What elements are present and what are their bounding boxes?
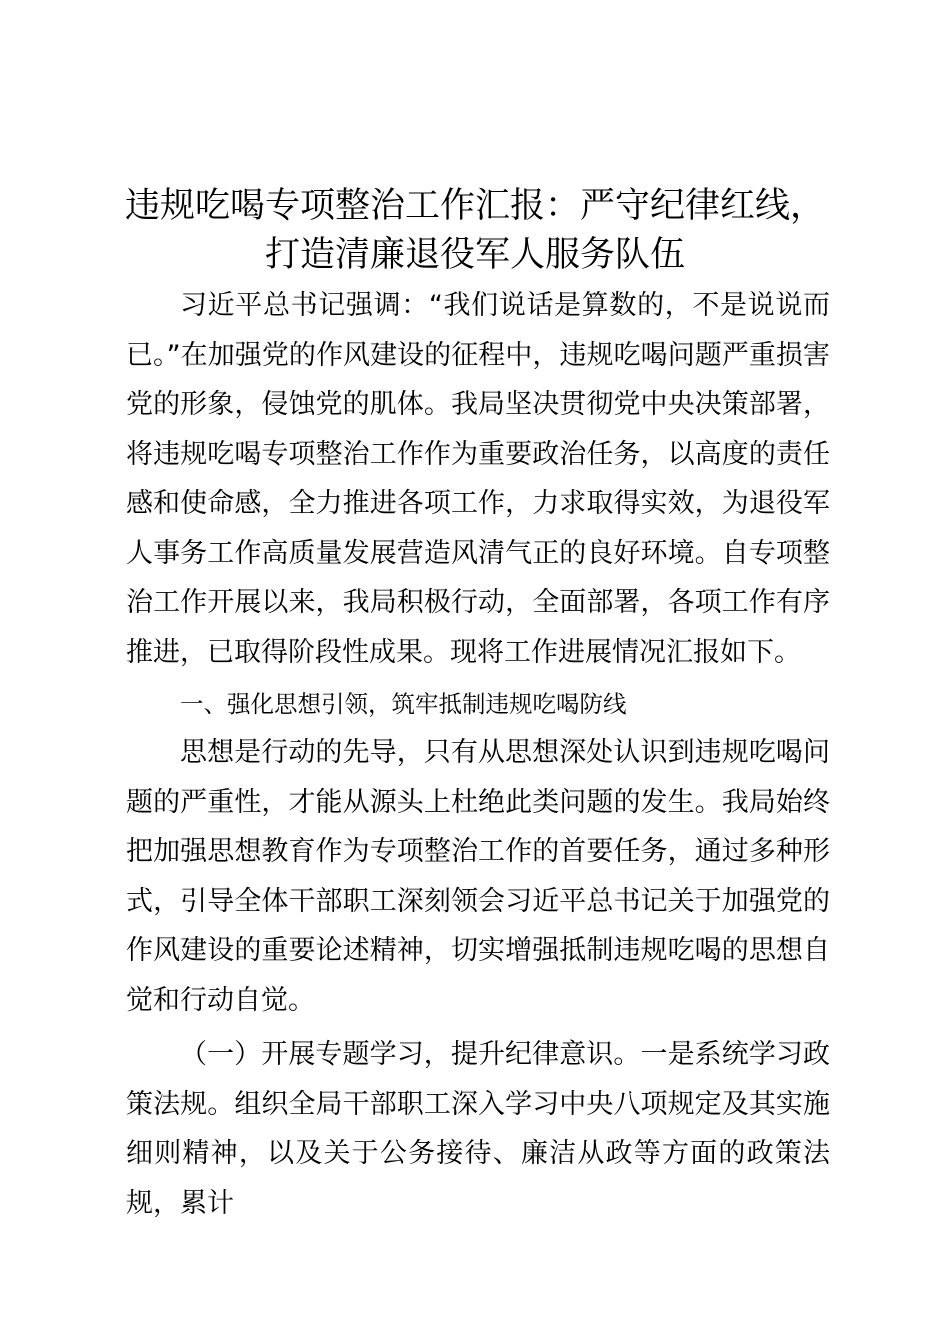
section-1-paragraph: 思想是行动的先导，只有从思想深处认识到违规吃喝问题的严重性，才能从源头上杜绝此类问题的发生。我局始终把加强思想教育作为专项整治工作的首要任务，通过多种形式，引导全体干部职工深刻领会习近平总书记关于加强党的作风建设的重要论述精神，切实增强抵制违规吃喝的思想自觉和行动自觉。 xyxy=(126,737,830,1016)
intro-paragraph: 习近平总书记强调：“我们说话是算数的，不是说说而已。”在加强党的作风建设的征程中，违规吃喝问题严重损害党的形象，侵蚀党的肌体。我局坚决贯彻党中央决策部署，将违规吃喝专项整治工作作为重要政治任务，以高度的责任感和使命感，全力推进各项工作，力求取得实效，为退役军人事务工作高质量发展营造风清气正的良好环境。自专项整治工作开展以来，我局积极行动，全面部署，各项工作有序推进，已取得阶段性成果。现将工作进展情况汇报如下。 xyxy=(126,290,830,668)
subsection-1-paragraph: （一）开展专题学习，提升纪律意识。一是系统学习政策法规。组织全局干部职工深入学习中央八项规定及其实施细则精神，以及关于公务接待、廉洁从政等方面的政策法规，累计 xyxy=(126,1039,830,1219)
document-title-line-2: 打造清廉退役军人服务队伍 xyxy=(264,235,685,275)
section-heading-1: 一、强化思想引领，筑牢抵制违规吃喝防线 xyxy=(180,690,627,718)
document-title-line-1: 违规吃喝专项整治工作汇报：严守纪律红线， xyxy=(124,186,825,226)
